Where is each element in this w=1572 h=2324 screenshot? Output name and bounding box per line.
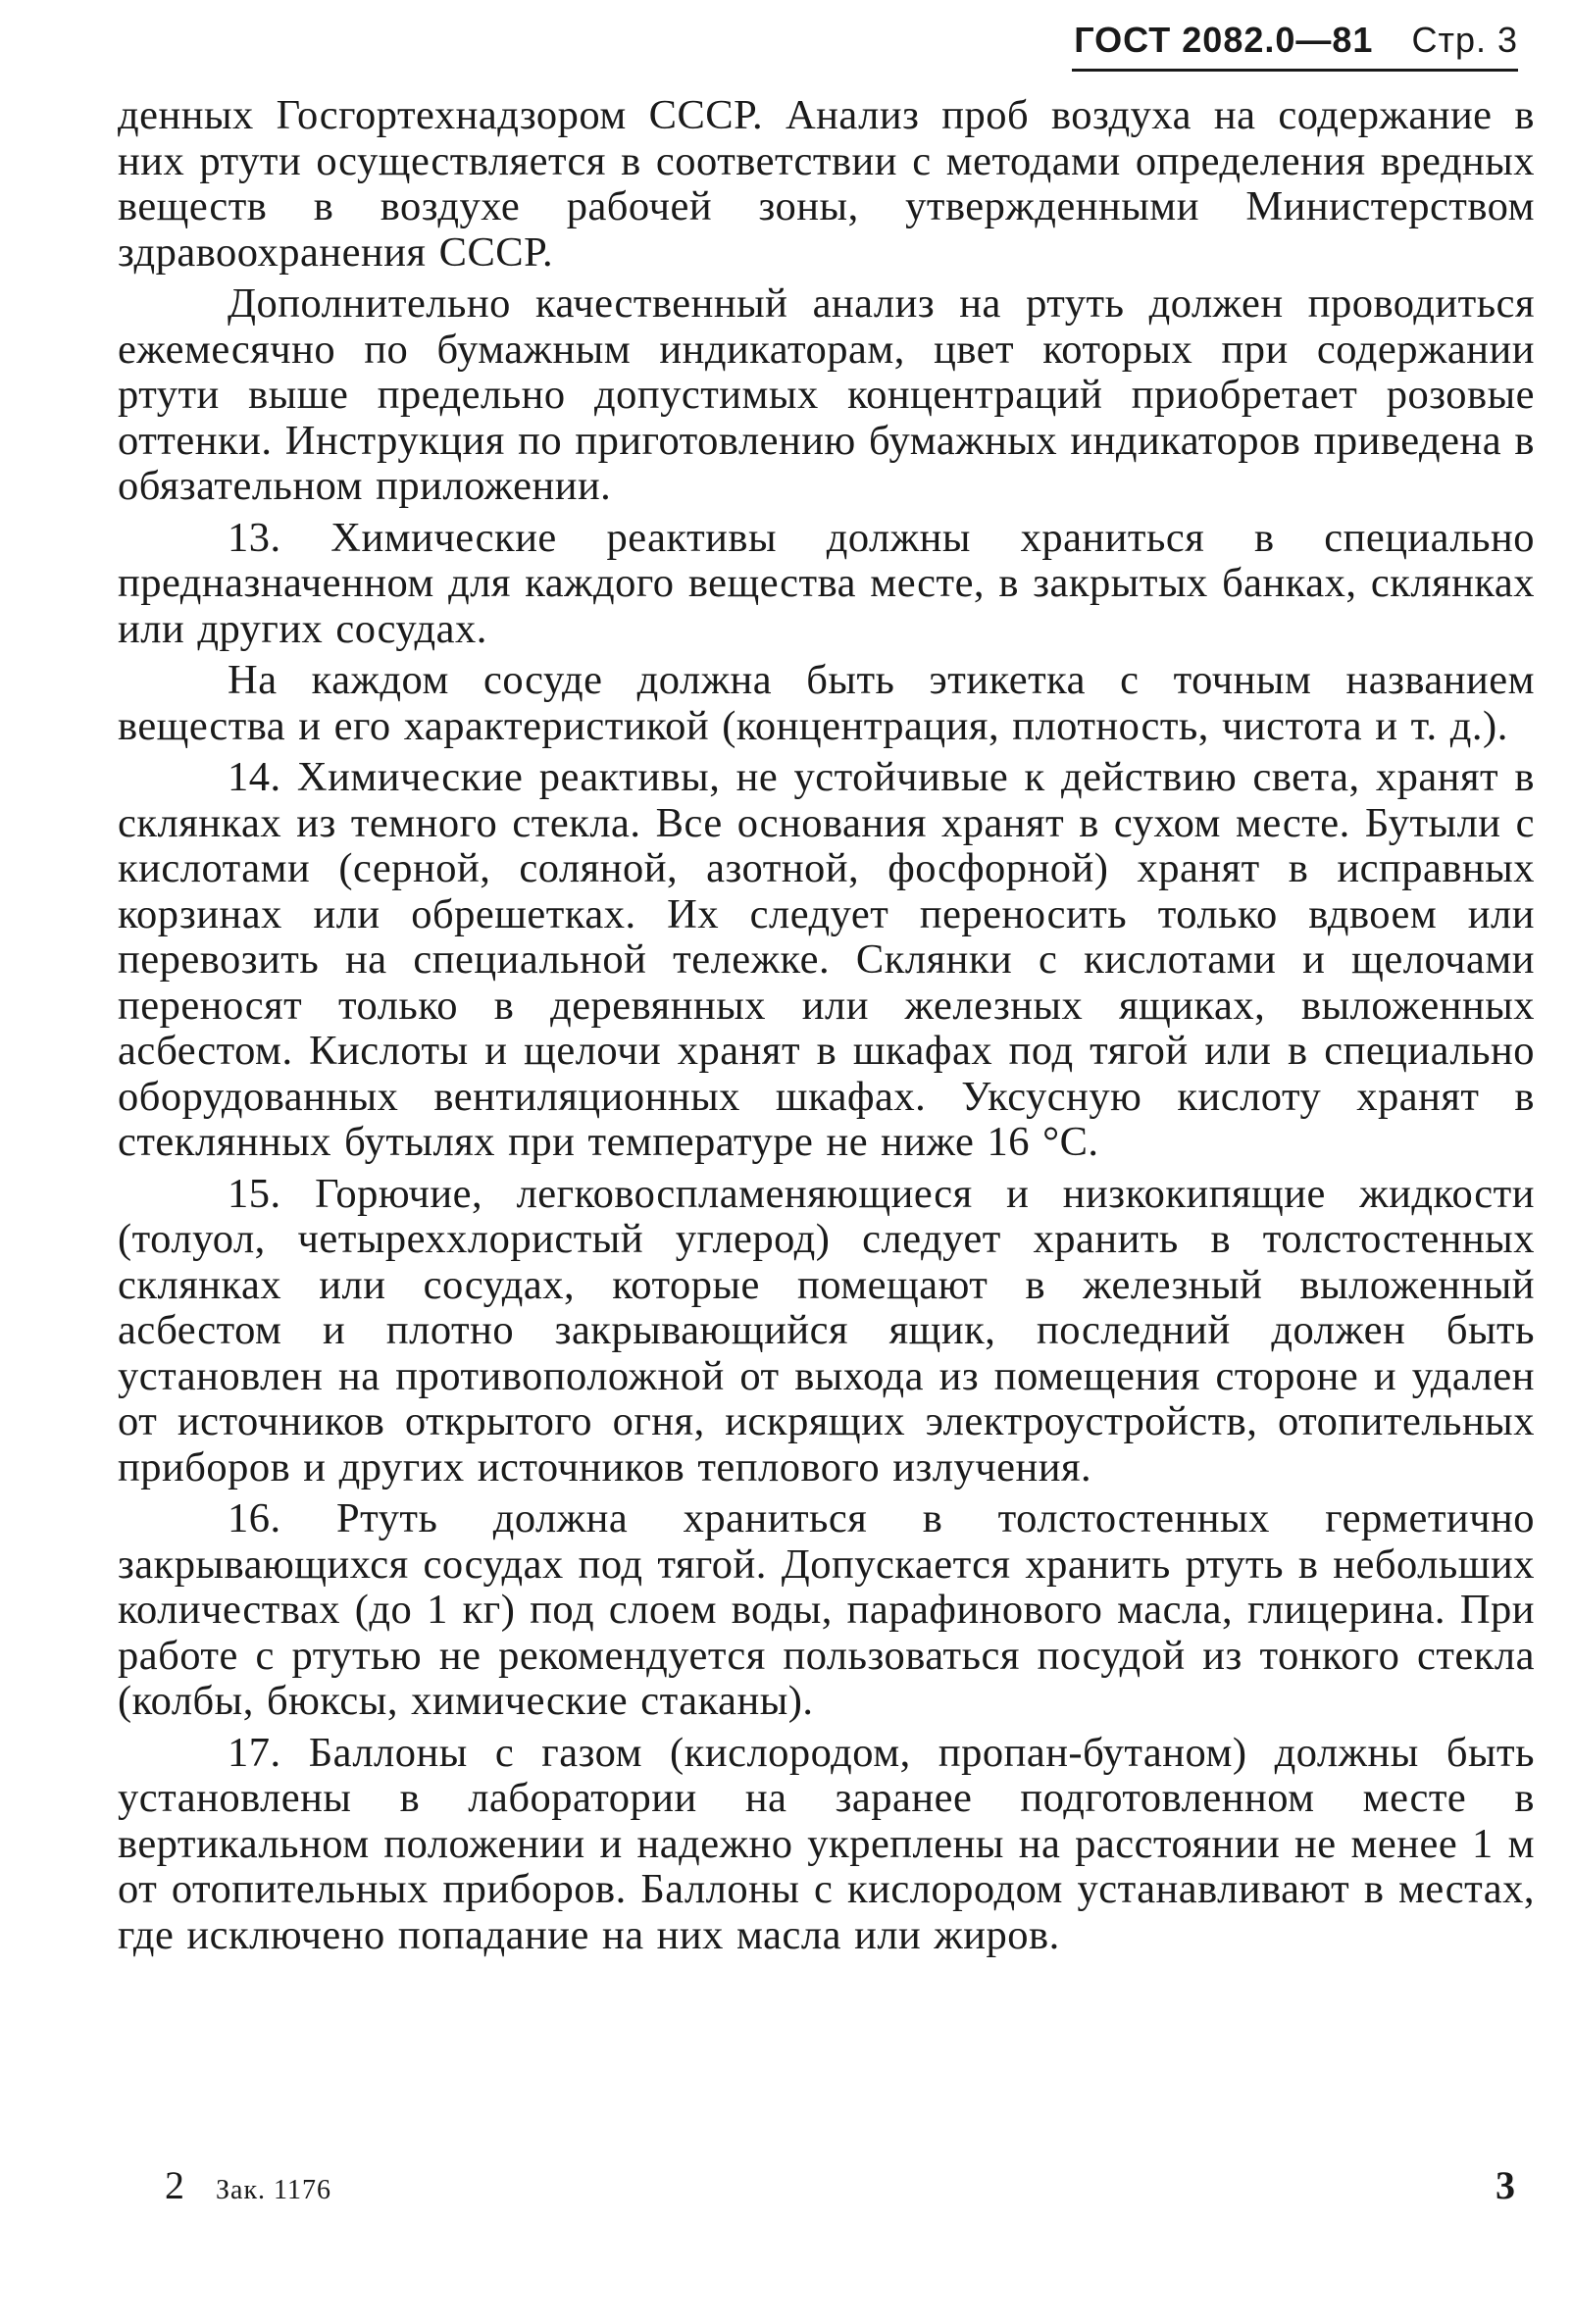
paragraph-item-16: 16. Ртуть должна храниться в толстостенных герметично закрывающихся сосудах под тягой. Допускается хранить ртуть в небольших количествах (до 1 кг) под слоем воды, парафинового масла, глицерина. При работе с ртутью не рекомендуется пользоваться посудой из тонкого стекла (колбы, бюксы, химические стаканы). [118,1495,1535,1724]
page-footer [165,2162,331,2208]
paragraph-labels: На каждом сосуде должна быть этикетка с точным названием вещества и его характеристикой (концентрация, плотность, чистота и т. д.). [118,657,1535,749]
paragraph-indicators: Дополнительно качественный анализ на ртуть должен проводиться ежемесячно по бумажным индикаторам, цвет которых при содержании ртути выше предельно допустимых концентраций приобретает розовые оттенки. Инструкция по приготовлению бумажных индикаторов приведена в обязательном приложении. [118,280,1535,509]
paragraph-item-15: 15. Горючие, легковоспламеняющиеся и низкокипящие жидкости (толуол, четыреххлористый углерод) следует хранить в толстостенных склянках или сосудах, которые помещают в железный выложенный асбестом и плотно закрывающийся ящик, последний должен быть установлен на противоположной от выхода из помещения стороне и удален от источников открытого огня, искрящих электроустройств, отопительных приборов и других источников теплового излучения. [118,1170,1535,1490]
page-label: Стр. 3 [1411,20,1518,60]
standard-number: ГОСТ 2082.0—81 [1074,20,1374,60]
paragraph-item-17: 17. Баллоны с газом (кислородом, пропан-бутаном) должны быть установлены в лаборатории на заранее подготовленном месте в вертикальном положении и надежно укреплены на расстоянии не менее 1 м от отопительных приборов. Баллоны с кислородом устанавливают в местах, где исключено попадание на них масла или жиров. [118,1729,1535,1958]
paragraph-item-13: 13. Химические реактивы должны храниться в специально предназначенном для каждого вещества месте, в закрытых банках, склянках или других сосудах. [118,514,1535,652]
header-rule [1072,69,1518,72]
signature-mark: 2 [165,2163,184,2207]
order-number: Зак. 1176 [216,2175,332,2205]
page-number: 3 [1496,2163,1515,2207]
page-header [1074,20,1518,61]
paragraph-item-14: 14. Химические реактивы, не устойчивые к действию света, хранят в склянках из темного стекла. Все основания хранят в сухом месте. Бутыли с кислотами (серной, соляной, азотной, фосфорной) хранят в исправных корзинах или обрешетках. Их следует переносить только вдвоем или перевозить на специальной тележке. Склянки с кислотами и щелочами переносят только в деревянных или железных ящиках, выложенных асбестом. Кислоты и щелочи хранят в шкафах под тягой или в специально оборудованных вентиляционных шкафах. Уксусную кислоту хранят в стеклянных бутылях при температуре не ниже 16 °C. [118,754,1535,1165]
paragraph-continuation: денных Госгортехнадзором СССР. Анализ проб воздуха на содержание в них ртути осуществляется в соответствии с методами определения вредных веществ в воздухе рабочей зоны, утвержденными Министерством здравоохранения СССР. [118,92,1535,276]
document-body [118,93,1535,1964]
